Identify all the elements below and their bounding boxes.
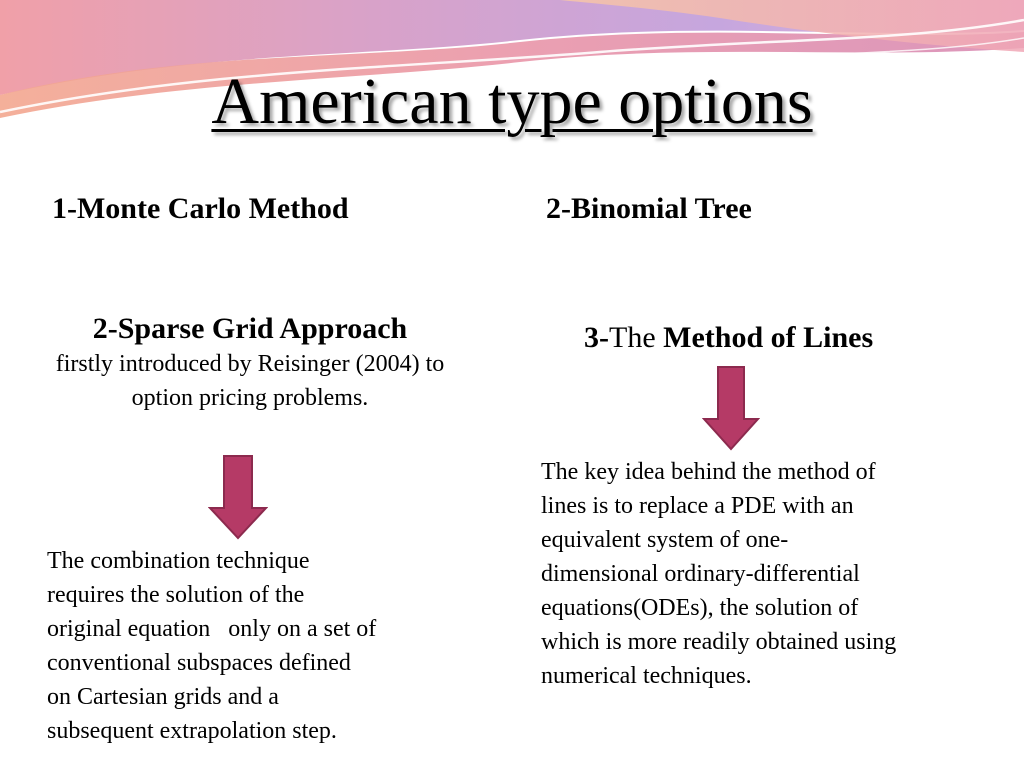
slide-title: American type options — [211, 65, 813, 138]
method-of-lines-prefix: The — [609, 321, 664, 354]
combination-technique-text: The combination technique requires the solution of the original equation only on a set of conventional subspaces defined on Cartesian grids and a subsequent extrapolation step. — [47, 548, 377, 744]
method-of-lines-name: Method of Lines — [663, 321, 874, 354]
heading-sparse-grid: 2-Sparse Grid Approach — [92, 312, 408, 345]
down-arrow-icon — [702, 365, 760, 451]
heading-method-of-lines — [584, 320, 873, 356]
method-of-lines-number: 3- — [584, 321, 609, 354]
down-arrow-icon — [208, 454, 268, 540]
heading-monte-carlo: 1-Monte Carlo Method — [52, 192, 349, 225]
method-of-lines-text: The key idea behind the method of lines is to replace a PDE with an equivalent system of one- dimensional ordinary-differential equations(ODEs), the solution of which is more readily obtained using numerical techniques. — [541, 459, 897, 689]
heading-binomial-tree: 2-Binomial Tree — [546, 192, 752, 225]
sparse-grid-section — [40, 311, 460, 415]
sparse-grid-description: firstly introduced by Reisinger (2004) to option pricing problems. — [55, 351, 445, 411]
